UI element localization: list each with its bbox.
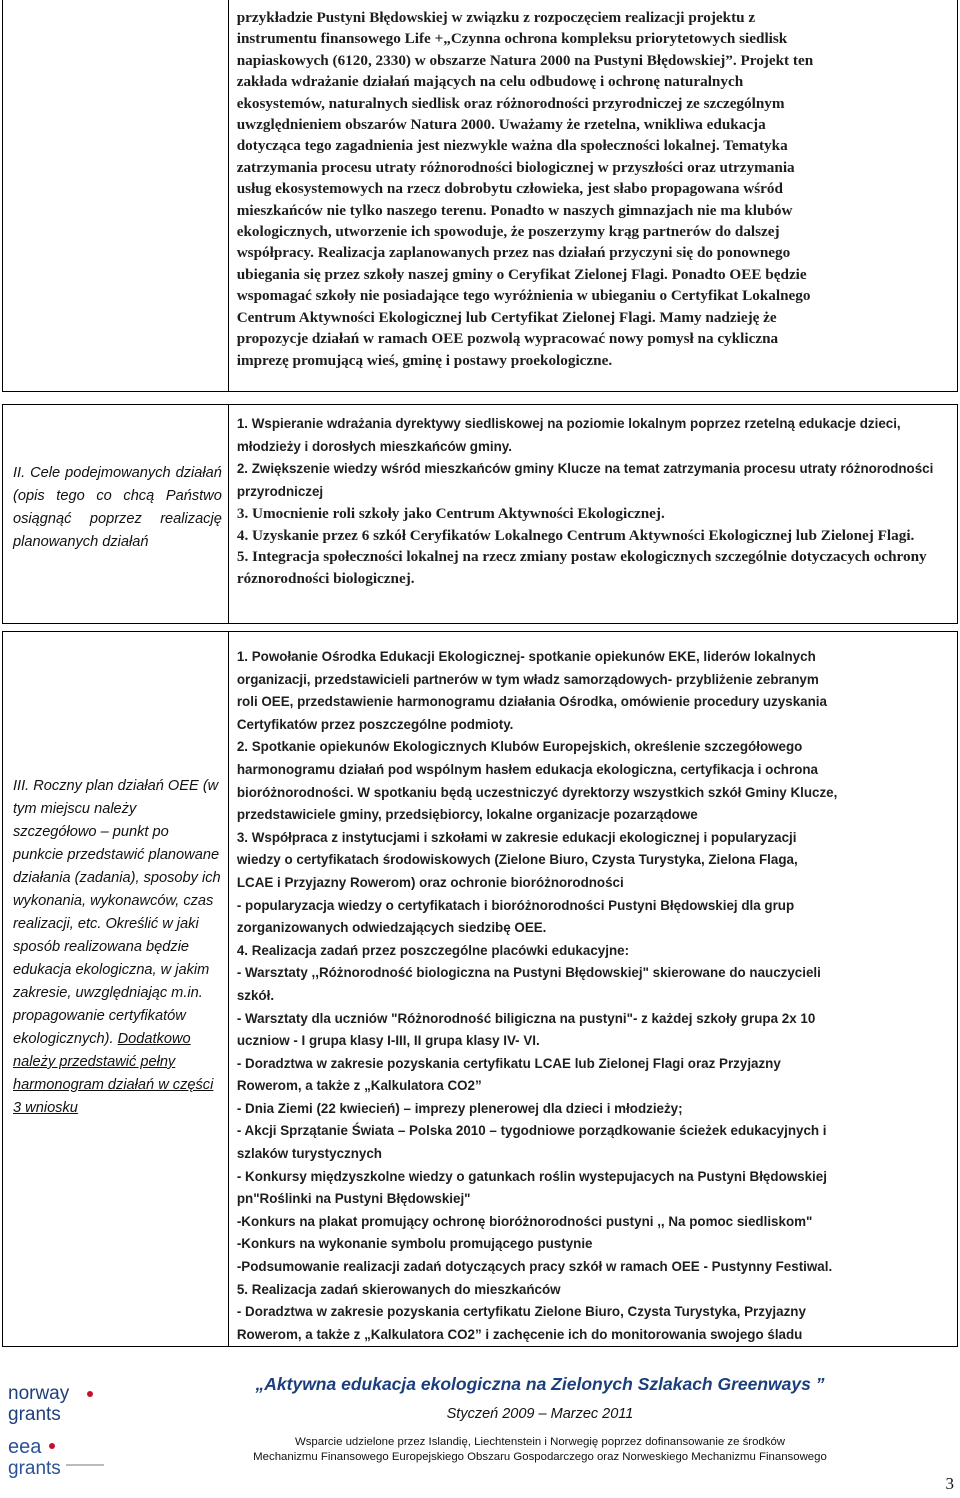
svg-text:grants: grants xyxy=(8,1404,61,1424)
text-line: uczniow - I grupa klasy I-III, II grupa klasy IV- VI. xyxy=(236,1033,540,1049)
text-line: 1. Powołanie Ośrodka Edukacji Ekologicznej- spotkanie opiekunów EKE, liderów lokalnych xyxy=(236,649,816,664)
text-line: organizacji, przedstawicieli partnerów w tym władz samorządowych- przybliżenie zebranym xyxy=(236,671,819,687)
section-2-label-description: opis tego co chcą Państwo osiągnąć poprzez realizację planowanych działań xyxy=(13,488,222,550)
svg-text:norway: norway xyxy=(8,1383,70,1404)
text-line: - Doradztwa w zakresie pozyskania certyfikatu Zielone Biuro, Czysta Turystyka, Przyjazny xyxy=(236,1304,806,1320)
text-line: - Dnia Ziemi (22 kwiecień) – imprezy plenerowej dla dzieci i młodzieży; xyxy=(236,1100,683,1116)
goal-item: 5. Integracja społeczności lokalnej na rzecz zmiany postaw ekologicznych szczególnie dotyczacych ochrony róznorodności biologicznej. xyxy=(236,548,927,587)
section-3-label-note: Dodatkowo należy przedstawić pełny harmonogram działań w części 3 wniosku xyxy=(13,1031,214,1116)
section-2-content-cell xyxy=(228,405,957,624)
section-2-label-cell xyxy=(3,405,229,624)
section-2-goals-list xyxy=(229,405,957,589)
text-line: przykładzie Pustyni Błędowskiej w związku z rozpoczęciem realizacji projektu z xyxy=(236,9,756,26)
goal-item: 1. Wspieranie wdrażania dyrektywy siedliskowej na poziomie lokalnym poprzez rzetelną edukacje dzieci, młodzieży i dorosłych mieszkańców gminy. xyxy=(236,416,901,454)
text-line: Rowerom, a także z „Kalkulatora CO2” i zachęcenie ich do monitorowania swojego śladu xyxy=(236,1326,803,1342)
text-line: ekosystemów, naturalnych siedlisk oraz różnorodności przyrodniczej ze szczególnym xyxy=(236,94,785,112)
section-3-label xyxy=(3,632,228,1120)
goal-item: 4. Uzyskanie przez 6 szkół Ceryfikatów Lokalnego Centrum Aktywności Ekologicznej lub Zielonej Flagi. xyxy=(236,526,915,544)
text-line: - Konkursy międzyszkolne wiedzy o gatunkach roślin wystepujacych na Pustyni Błędowskiej xyxy=(236,1168,827,1184)
section-3-label-heading: III. Roczny plan działań OEE xyxy=(13,778,199,794)
text-line: 2. Spotkanie opiekunów Ekologicznych Klubów Europejskich, określenie szczegółowego xyxy=(236,739,803,755)
text-line: zakłada wdrażanie działań mających na celu odbudowę i ochronę naturalnych xyxy=(236,73,744,91)
text-line: wspomagać szkoły nie posiadające tego wyróżnienia w ubieganiu o Certyfikat Lokalnego xyxy=(236,287,811,305)
text-line: - Warsztaty dla uczniów "Różnorodność biligiczna na pustyni"- z każdej szkoły grupa 2x 10 xyxy=(236,1010,816,1026)
footer-funding-line-1: Wsparcie udzielone przez Islandię, Liechtenstein i Norwegię poprzez dofinansowanie ze środków xyxy=(294,1436,786,1448)
section-3-table xyxy=(2,631,958,1347)
section-3-plan-list xyxy=(229,632,957,1346)
text-line: szkół. xyxy=(236,987,275,1003)
text-line: zorganizowanych odwiedzających siedzibę OEE. xyxy=(236,920,547,936)
text-line: zatrzymania procesu utraty różnorodności biologicznej w przyszłości oraz utrzymania xyxy=(236,158,795,176)
text-line: - Akcji Sprzątanie Świata – Polska 2010 – tygodniowe porządkowanie ścieżek edukacyjnych i xyxy=(236,1123,827,1139)
footer-project-title: „Aktywna edukacja ekologiczna na Zielonych Szlakach Greenways ” xyxy=(255,1374,825,1394)
footer-project-dates: Styczeń 2009 – Marzec 2011 xyxy=(446,1406,634,1422)
section-1-label-cell xyxy=(3,0,229,392)
text-line: uwzględnieniem obszarów Natura 2000. Uważamy że rzetelna, wnikliwa edukacja xyxy=(236,116,766,134)
text-line: - Warsztaty ,,Różnorodność biologiczna na Pustyni Błędowskiej" skierowane do nauczycieli xyxy=(236,965,821,981)
section-2-label xyxy=(3,405,228,554)
svg-text:grants: grants xyxy=(8,1458,61,1479)
text-line: usług ekosystemowych na rzecz dobrobytu człowieka, jest słabo propagowana wśród xyxy=(236,180,783,198)
text-line: roli OEE, przedstawienie harmonogramu działania Ośrodka, omówienie procedury uzyskania xyxy=(236,694,827,710)
text-line: bioróżnorodności. W spotkaniu będą uczestniczyć dyrektorzy wszystkich szkół Gminy Klucze, xyxy=(236,784,838,800)
section-1-table xyxy=(2,0,958,392)
text-line: -Konkurs na wykonanie symbolu promującego pustynie xyxy=(236,1236,593,1252)
section-3-content-cell xyxy=(228,632,957,1347)
text-line: współpracy. Realizacja zaplanowanych przez nas działań przyczyni się do ponownego xyxy=(236,244,791,262)
goal-item: 2. Zwiększenie wiedzy wśród mieszkańców gminy Klucze na temat zatrzymania procesu utraty różnorodności przyrodniczej xyxy=(236,461,934,499)
text-line: Centrum Aktywności Ekologicznej lub Certyfikat Zielonej Flagi. Mamy nadzieję że xyxy=(236,308,777,326)
eea-grants-logo xyxy=(6,1434,106,1480)
footer-funding-line-2: Mechanizmu Finansowego Europejskiego Obszaru Gospodarczego oraz Norweskiego Mechanizmu Finansowego xyxy=(253,1451,827,1463)
text-line: ekologicznych, utworzenie ich spowoduje, że poszerzymy krąg partnerów do dalszej xyxy=(236,223,780,241)
svg-text:eea: eea xyxy=(8,1436,42,1458)
text-line: dotycząca tego zagadnienia jest niezwykle ważna dla społeczności lokalnej. Tematyka xyxy=(236,137,788,155)
text-line: Rowerom, a także z „Kalkulatora CO2” xyxy=(236,1078,482,1094)
text-line: wiedzy o certyfikatach środowiskowych (Zielone Biuro, Czysta Turystyka, Zielona Flaga, xyxy=(236,852,798,868)
goal-item: 3. Umocnienie roli szkoły jako Centrum Aktywności Ekologicznej. xyxy=(236,505,665,523)
text-line: 3. Współpraca z instytucjami i szkołami w zakresie edukacji ekologicznej i popularyzacji xyxy=(236,829,797,845)
text-line: -Konkurs na plakat promujący ochronę bioróżnorodności pustyni ,, Na pomoc siedliskom" xyxy=(236,1213,813,1229)
page-number: 3 xyxy=(945,1474,954,1493)
text-line: Certyfikatów przez poszczególne podmioty. xyxy=(236,716,514,732)
section-3-label-description: (w tym miejscu należy szczegółowo – punkt po punkcie przedstawić planowane działania (zadania), sposoby ich wykonania, wykonawców, czas realizacji, etc. Określić w jaki sposób realizowana będzie edukacja ekologiczna, w jakim zakresie, uwzględniając m.in. propagowanie certyfikatów ekologicznych). xyxy=(13,778,221,1047)
text-line: imprezę promującą wieś, gminę i postawy proekologiczne. xyxy=(236,351,613,369)
section-3-label-cell xyxy=(3,632,229,1347)
page-footer xyxy=(0,1362,960,1498)
text-line: 5. Realizacja zadań skierowanych do mieszkańców xyxy=(236,1281,561,1297)
text-line: ubiegania się przez szkoły naszej gminy o Ceryfikat Zielonej Flagi. Ponadto OEE będzie xyxy=(236,265,807,283)
section-1-text xyxy=(229,0,957,371)
norway-grants-logo xyxy=(6,1382,106,1424)
text-line: przedstawiciele gminy, przedsiębiorcy, lokalne organizacje pozarządowe xyxy=(236,807,698,823)
text-line: propozycje działań w ramach OEE pozwolą wypracować nowy pomysł na cykliczna xyxy=(236,330,779,348)
text-line: LCAE i Przyjazny Rowerom) oraz ochronie bioróżnorodności xyxy=(236,874,624,890)
text-line: -Podsumowanie realizacji zadań dotyczących pracy szkół w ramach OEE - Pustynny Festiwal. xyxy=(236,1259,833,1275)
grants-logos xyxy=(6,1382,116,1490)
section-1-content-cell xyxy=(228,0,957,392)
text-line: instrumentu finansowego Life +„Czynna ochrona kompleksu priorytetowych siedlisk xyxy=(236,30,788,48)
text-line: - Doradztwa w zakresie pozyskania certyfikatu LCAE lub Zielonej Flagi oraz Przyjazny xyxy=(236,1055,781,1071)
section-2-label-heading: II. Cele podejmowanych działań ( xyxy=(13,465,222,504)
text-line: napiaskowych (6120, 2330) w obszarze Natura 2000 na Pustyni Błędowskiej”. Projekt ten xyxy=(236,51,814,69)
text-line: mieszkańców nie tylko naszego terenu. Ponadto w naszych gimnazjach nie ma klubów xyxy=(236,201,793,219)
text-line: szlaków turystycznych xyxy=(236,1146,382,1162)
section-2-table xyxy=(2,404,958,624)
text-line: - popularyzacja wiedzy o certyfikatach i bioróżnorodności Pustyni Błędowskiej dla grup xyxy=(236,897,795,913)
text-line: pn"Roślinki na Pustyni Błędowskiej" xyxy=(236,1191,471,1207)
text-line: 4. Realizacja zadań przez poszczególne placówki edukacyjne: xyxy=(236,942,630,958)
text-line: harmonogramu działań pod wspólnym hasłem edukacja ekologiczna, certyfikacja i ochrona xyxy=(236,761,819,777)
